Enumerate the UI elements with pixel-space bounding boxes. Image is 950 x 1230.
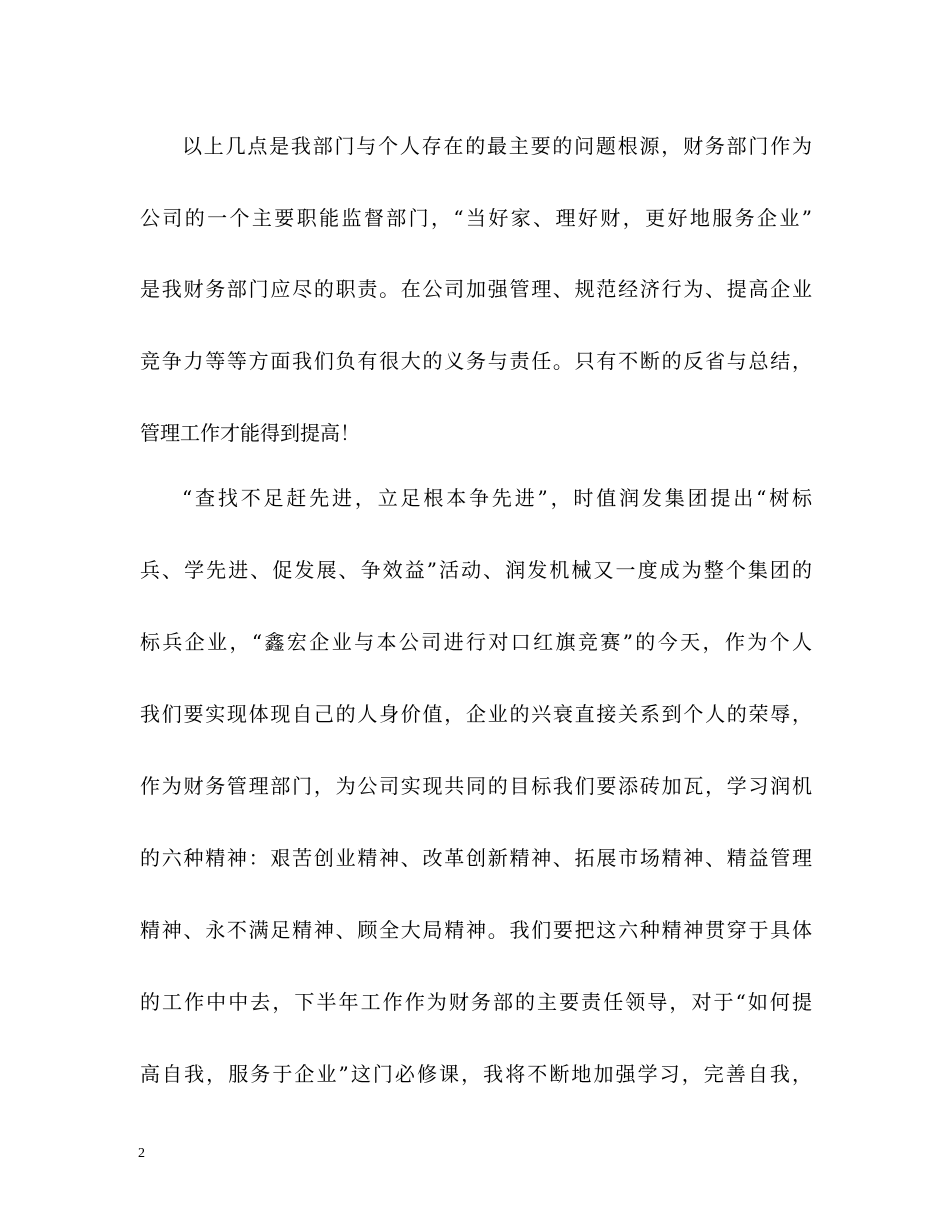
paragraph-2-line-8: 的工作中中去，下半年工作作为财务部的主要责任领导，对于“如何提 xyxy=(140,990,812,1014)
paragraph-2-line-7: 精神、永不满足精神、顾全大局精神。我们要把这六种精神贯穿于具体 xyxy=(140,918,812,942)
paragraph-2-line-2: 兵、学先进、促发展、争效益”活动、润发机械又一度成为整个集团的 xyxy=(140,558,812,582)
paragraph-2-line-4: 我们要实现体现自己的人身价值，企业的兴衰直接关系到个人的荣辱， xyxy=(140,702,812,726)
paragraph-1-line-3: 是我财务部门应尽的职责。在公司加强管理、规范经济行为、提高企业 xyxy=(140,277,812,301)
paragraph-2-line-5: 作为财务管理部门，为公司实现共同的目标我们要添砖加瓦，学习润机 xyxy=(140,774,812,798)
paragraph-1-line-4: 竞争力等等方面我们负有很大的义务与责任。只有不断的反省与总结， xyxy=(140,349,812,373)
paragraph-1-line-2: 公司的一个主要职能监督部门，“当好家、理好财，更好地服务企业” xyxy=(140,206,812,230)
paragraph-2-line-6: 的六种精神：艰苦创业精神、改革创新精神、拓展市场精神、精益管理 xyxy=(140,846,812,870)
paragraph-1-line-5: 管理工作才能得到提高！ xyxy=(140,421,360,445)
page-number: 2 xyxy=(138,1146,145,1161)
paragraph-1-line-1: 以上几点是我部门与个人存在的最主要的问题根源，财务部门作为 xyxy=(182,134,812,158)
paragraph-2-line-3: 标兵企业，“鑫宏企业与本公司进行对口红旗竞赛”的今天，作为个人 xyxy=(140,630,812,654)
paragraph-2-line-9: 高自我，服务于企业”这门必修课，我将不断地加强学习，完善自我， xyxy=(140,1062,812,1086)
paragraph-2-line-1: “查找不足赶先进，立足根本争先进”，时值润发集团提出“树标 xyxy=(182,486,812,510)
